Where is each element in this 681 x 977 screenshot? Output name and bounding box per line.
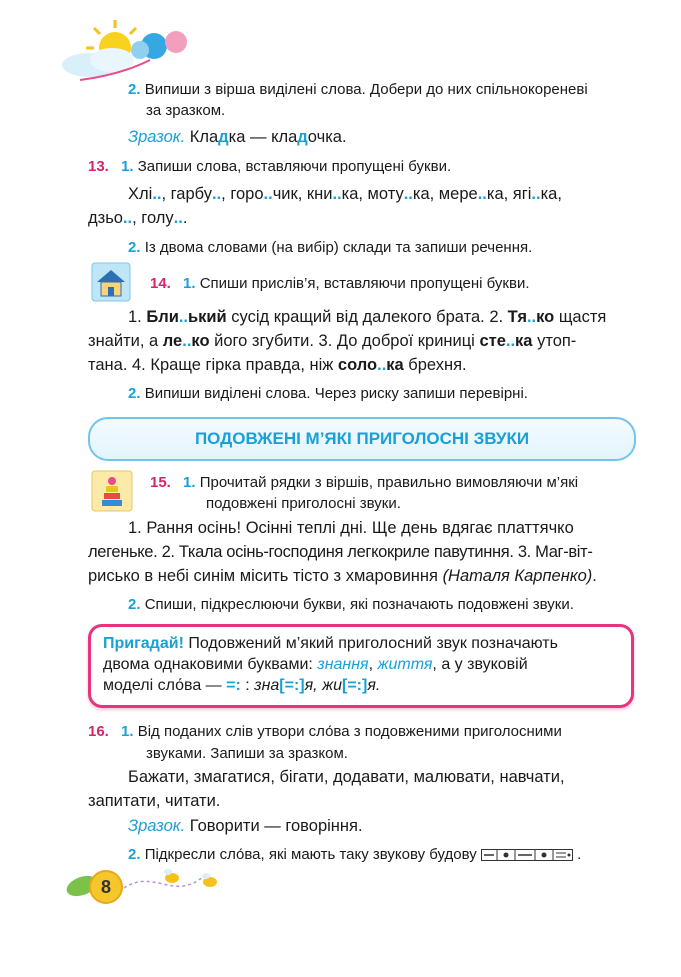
sound-symbol: [=:]: [279, 677, 305, 694]
subtask-number: 1.: [121, 723, 134, 740]
bold-word: ка: [386, 356, 404, 374]
task-text: Спиши прислів’я, вставляючи пропущені букви.: [199, 275, 530, 292]
bold-word: Бли: [146, 308, 179, 326]
exercise-number: 14.: [150, 275, 171, 292]
example-word: життя: [377, 656, 433, 673]
ex15-para-line1: 1. Рання осінь! Осінні теплі дні. Ще день вдягає платтячко: [128, 519, 574, 537]
ex14-task1: [150, 275, 530, 292]
ex13-words-line2: [88, 206, 187, 230]
ex16-words-line1: Бажати, змагатися, бігати, додавати, малювати, навчати,: [128, 768, 565, 786]
blank-dots: ..: [122, 209, 133, 227]
task-text: подовжені приголосні звуки.: [206, 495, 401, 512]
exercise-number: 13.: [88, 158, 109, 175]
bold-word: ка: [515, 332, 533, 350]
ex14-line1: [128, 305, 640, 329]
sample-label: Зразок.: [128, 128, 186, 146]
text: моделі сло́ва —: [103, 677, 222, 694]
exercise-number: 15.: [150, 474, 171, 491]
text: Подовжений м’який приголосний звук позначають: [188, 635, 558, 652]
subtask-number: 1.: [183, 275, 196, 292]
remind-line1: [103, 633, 623, 654]
subtask-number: 2.: [128, 81, 141, 98]
subtask-number: 2.: [128, 385, 141, 402]
sample-text: очка.: [307, 128, 347, 146]
sample-text: ка — кла: [228, 128, 298, 146]
remind-label: Пригадай!: [103, 635, 184, 652]
section-title: ПОДОВЖЕНІ М’ЯКІ ПРИГОЛОСНІ ЗВУКИ: [88, 417, 636, 461]
ex16-words-line2: запитати, читати.: [88, 792, 221, 810]
subtask-number: 1.: [183, 474, 196, 491]
blank-dots: ..: [332, 185, 342, 203]
ex15-para-line3: [88, 564, 597, 588]
task-text: Випиши з вірша виділені слова. Добери до них спільнокореневі: [144, 81, 588, 98]
ex15-para-line2: легеньке. 2. Ткала осінь-господиня легкокриле павутиння. 3. Маг-віт-: [88, 543, 593, 561]
house-icon: [91, 262, 131, 302]
task-text: звуками. Запиши за зразком.: [146, 745, 348, 762]
word-part: Хлі: [128, 185, 153, 203]
subtask-number: 2.: [128, 596, 141, 613]
blank-dots: ..: [212, 185, 222, 203]
blank-dots: ..: [403, 185, 413, 203]
example-word: знання: [317, 656, 369, 673]
text: його згубити. 3. До доброї криниці: [209, 332, 480, 350]
page-number: 8: [89, 870, 123, 904]
ex14-task2: [128, 385, 528, 402]
task-text: Із двома словами (на вибір) склади та запиши речення.: [144, 239, 533, 256]
bold-word: ко: [536, 308, 555, 326]
text: знайти, а: [88, 332, 163, 350]
ex13-task1: [88, 158, 451, 175]
word-part: , горо: [221, 185, 264, 203]
task-text: Прочитай рядки з віршів, правильно вимовляючи м’які: [199, 474, 579, 491]
example-part: жи: [322, 677, 342, 694]
text: двома однаковими буквами:: [103, 656, 313, 673]
blank-dots: ..: [152, 185, 162, 203]
ex16-task2: [128, 846, 581, 863]
text: .: [592, 567, 597, 585]
text: брехня.: [403, 356, 467, 374]
task-text: за зразком.: [146, 102, 226, 119]
ex16-sample: [128, 814, 363, 838]
sample-label: Зразок.: [128, 817, 186, 835]
word-part: ка, ягі: [486, 185, 532, 203]
blank-dots: ..: [526, 308, 537, 326]
word-part: чик, кни: [272, 185, 333, 203]
toy-pyramid-icon: [91, 470, 133, 512]
highlight-letter: д: [297, 128, 308, 146]
task-text: Від поданих слів утвори сло́ва з подовженими приголосними: [137, 723, 562, 740]
sound-symbol: [=:]: [341, 677, 368, 694]
word-part: , голу: [132, 209, 174, 227]
text: .: [577, 846, 582, 863]
blank-dots: ..: [531, 185, 541, 203]
remind-line3: [103, 675, 623, 696]
word-part: ка, моту: [341, 185, 404, 203]
example-part: зна: [254, 677, 280, 694]
text: , а у звуковій: [432, 656, 528, 673]
ex16-task1: [88, 721, 562, 765]
ex15-task1: [150, 472, 578, 514]
sample-text: Кла: [189, 128, 219, 146]
bold-word: ле: [162, 332, 183, 350]
bold-word: соло: [337, 356, 378, 374]
remind-line2: [103, 654, 623, 675]
text: 1.: [128, 308, 147, 326]
example-part: я,: [304, 677, 318, 694]
blank-dots: ..: [477, 185, 487, 203]
bold-word: сте: [479, 332, 506, 350]
sample-text: Говорити — говоріння.: [189, 817, 363, 835]
word-part: ка, мере: [412, 185, 478, 203]
ex13-task2: [128, 239, 532, 256]
example-part: я.: [367, 677, 381, 694]
sound-symbol: =:: [226, 677, 241, 694]
bold-word: ький: [188, 308, 227, 326]
text: тана. 4. Краще гірка правда, ніж: [88, 356, 338, 374]
blank-dots: ..: [505, 332, 516, 350]
subtask-number: 2.: [128, 846, 141, 863]
text: ,: [368, 656, 374, 673]
ex12-task2: [128, 79, 638, 121]
text: щастя: [554, 308, 607, 326]
blank-dots: ..: [182, 332, 192, 350]
ex14-line3: [88, 353, 467, 377]
text: сусід кращий від далекого брата. 2.: [226, 308, 508, 326]
ex13-words-line1: [128, 182, 640, 206]
blank-dots: ..: [377, 356, 387, 374]
task-text: Спиши, підкреслюючи букви, які позначають подовжені звуки.: [144, 596, 574, 613]
ex12-sample: [128, 125, 347, 149]
exercise-number: 16.: [88, 723, 109, 740]
task-text: Підкресли сло́ва, які мають таку звукову будову: [144, 846, 477, 863]
word-part: .: [182, 209, 188, 227]
word-part: , гарбу: [161, 185, 212, 203]
word-part: дзьо: [88, 209, 123, 227]
ex14-line2: [88, 329, 576, 353]
remind-box: [88, 624, 634, 708]
author: (Наталя Карпенко): [442, 567, 593, 585]
text: утоп-: [532, 332, 577, 350]
blank-dots: ..: [263, 185, 273, 203]
task-text: Запиши слова, вставляючи пропущені букви.: [137, 158, 452, 175]
bold-word: Тя: [507, 308, 527, 326]
subtask-number: 2.: [128, 239, 141, 256]
text: :: [245, 677, 250, 694]
ex15-task2: [128, 596, 574, 613]
bold-word: ко: [191, 332, 210, 350]
word-part: ка,: [540, 185, 562, 203]
text: рисько в небі синім місить тісто з хмаровиння: [88, 567, 438, 585]
sound-model-scheme: [481, 849, 573, 861]
blank-dots: ..: [178, 308, 189, 326]
highlight-letter: д: [218, 128, 229, 146]
subtask-number: 1.: [121, 158, 134, 175]
blank-dots: ..: [173, 209, 183, 227]
task-text: Випиши виділені слова. Через риску запиши перевірні.: [144, 385, 528, 402]
